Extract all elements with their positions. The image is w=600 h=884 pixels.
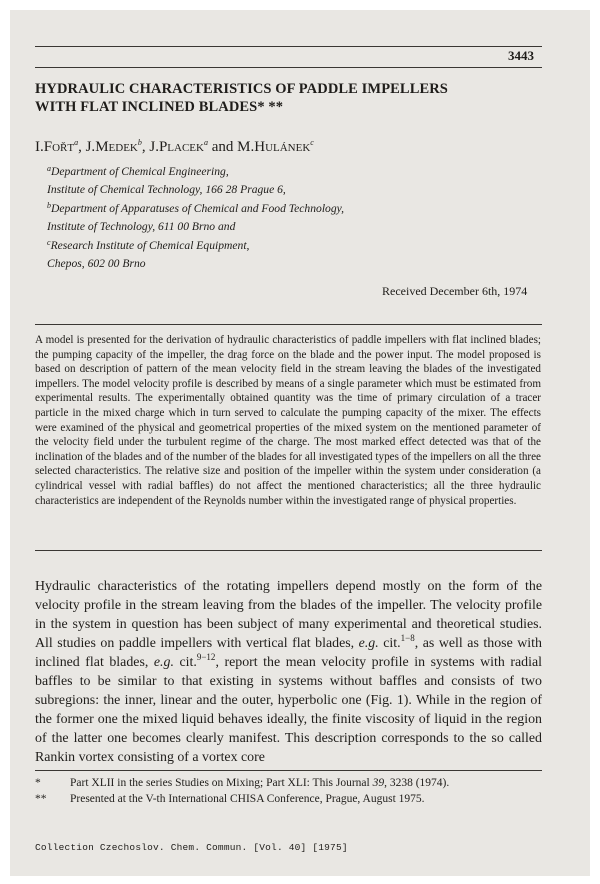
affiliation-line — [47, 235, 467, 253]
footnote-mark: * — [35, 777, 41, 789]
affiliation-text: Department of Chemical Engineering, — [51, 165, 229, 178]
body-italic: e.g. — [153, 655, 174, 670]
header-rule-bottom — [35, 67, 542, 68]
affiliation-line — [47, 161, 467, 179]
author — [86, 139, 150, 155]
affiliations — [47, 161, 467, 271]
footnote-text-part: Part XLII in the series Studies on Mixing; Part XLI: This Journal — [70, 777, 373, 789]
body-italic: e.g. — [358, 636, 379, 651]
author-separator: and — [207, 139, 238, 155]
received-date: Received December 6th, 1974 — [382, 284, 528, 298]
author-surname: Hulánek — [254, 139, 311, 155]
page-number: 3443 — [508, 48, 534, 63]
journal-footer: Collection Czechoslov. Chem. Commun. [Vol. 40] [1975] — [35, 842, 348, 853]
affiliation-mark: c — [47, 237, 51, 247]
footnote-text-part: , 3238 (1974). — [384, 777, 450, 789]
affiliation-text: Research Institute of Chemical Equipment, — [50, 238, 250, 252]
author-list — [35, 138, 314, 156]
affiliation-mark: a — [47, 164, 51, 173]
journal-page — [10, 10, 590, 876]
author-surname: Placek — [158, 139, 204, 155]
author-initial: J. — [149, 139, 159, 155]
affiliation-line — [47, 179, 467, 197]
author-separator: , — [141, 139, 150, 155]
author — [237, 139, 314, 155]
affiliation-text: Chepos, 602 00 Brno — [47, 257, 146, 271]
citation-superscript: 1−8 — [400, 633, 415, 643]
affiliation-line — [47, 198, 467, 216]
footnote-mark: ** — [35, 793, 47, 805]
footnote-text — [70, 793, 425, 805]
author-initial: M. — [237, 139, 255, 155]
body-paragraph — [35, 577, 542, 767]
author-affiliation-mark: b — [137, 138, 142, 147]
header-rule-top — [35, 46, 542, 47]
affiliation-mark: b — [47, 200, 51, 210]
affiliation-text: Department of Apparatuses of Chemical and Food Technology, — [51, 201, 345, 215]
author-surname: Fořt — [43, 139, 75, 155]
affiliation-text: Institute of Technology, 611 00 Brno and — [47, 220, 236, 234]
citation-superscript: 9−12 — [196, 652, 216, 662]
affiliation-line — [47, 216, 467, 234]
footnote-text-part: Presented at the V-th International CHISA Conference, Prague, August 1975. — [70, 793, 425, 805]
affiliation-text: Institute of Chemical Technology, 166 28 Prague 6, — [47, 183, 286, 197]
abstract: A model is presented for the derivation of hydraulic characteristics of paddle impellers with flat inclined blades; the pumping capacity of the impeller, the drag force on the blade and the power input. The model proposed is based on description of pattern of the mean velocity field in the stream leaving the blades of the investigated impellers. The model velocity profile is described by means of a single parameter which must be estimated from experimental results. The experimentally obtained quantity was the time of primary circulation of a tracer particle in the mixed charge which in turn served to calculate the pumping capacity of the mixer. The effects were examined of the physical and geometrical properties of the mixed system on the mentioned parameter of the velocity field under the turbulent regime of the charge. The most marked effect detected was that of the inclination of the blades and of the number of the blades for all investigated types of the impellers on all the three selected characteristics. The relative size and position of the impeller within the system under consideration (a cylindrical vessel with radial baffles) do not affect the mentioned characteristics; all the three hydraulic characteristics are independent of the Reynolds number within the investigated range of physical properties. — [35, 334, 541, 507]
affiliation-line — [47, 253, 467, 271]
author-surname: Medek — [95, 139, 138, 155]
article-title — [35, 80, 505, 116]
author-initial: I. — [35, 139, 44, 155]
body-text: Hydraulic characteristics of the rotating impellers depend mostly on the form of the velocity profile in the stream leaving from the blades of the impeller. The velocity profile in the system in question has been subject of many experimental and theoretical studies. All studies on paddle impellers with vertical flat blades, — [35, 579, 542, 651]
body-text: , as well as those with inclined flat blades, — [35, 636, 542, 670]
title-line-2: WITH FLAT INCLINED BLADES* ** — [35, 99, 284, 115]
author-initial: J. — [85, 139, 96, 155]
author — [35, 139, 86, 155]
author-separator: , — [78, 139, 86, 155]
author-affiliation-mark: c — [310, 138, 314, 147]
footnote-volume: 39 — [372, 777, 385, 789]
title-line-1: HYDRAULIC CHARACTERISTICS OF PADDLE IMPELLERS — [35, 81, 448, 97]
author-affiliation-mark: a — [203, 138, 208, 147]
body-text: cit. — [173, 655, 197, 670]
author — [149, 139, 237, 155]
body-text: , report the mean velocity profile in systems with radial baffles to be similar to that existing in systems without baffles and consists of two subregions: the inner, linear and the outer, hyperbolic one (Fig. 1). While in the region of the former one the mixed liquid behaves ideally, the finite viscosity of liquid in the region of the latter one becomes clearly manifest. This description corresponds to the so called Rankin vortex consisting of a vortex core — [35, 655, 542, 765]
footnote-text — [70, 777, 449, 789]
abstract-rule-bottom — [35, 550, 542, 551]
author-affiliation-mark: a — [74, 138, 79, 147]
body-text: cit. — [378, 636, 401, 651]
abstract-rule-top — [35, 324, 542, 325]
footnote-rule — [35, 770, 542, 771]
